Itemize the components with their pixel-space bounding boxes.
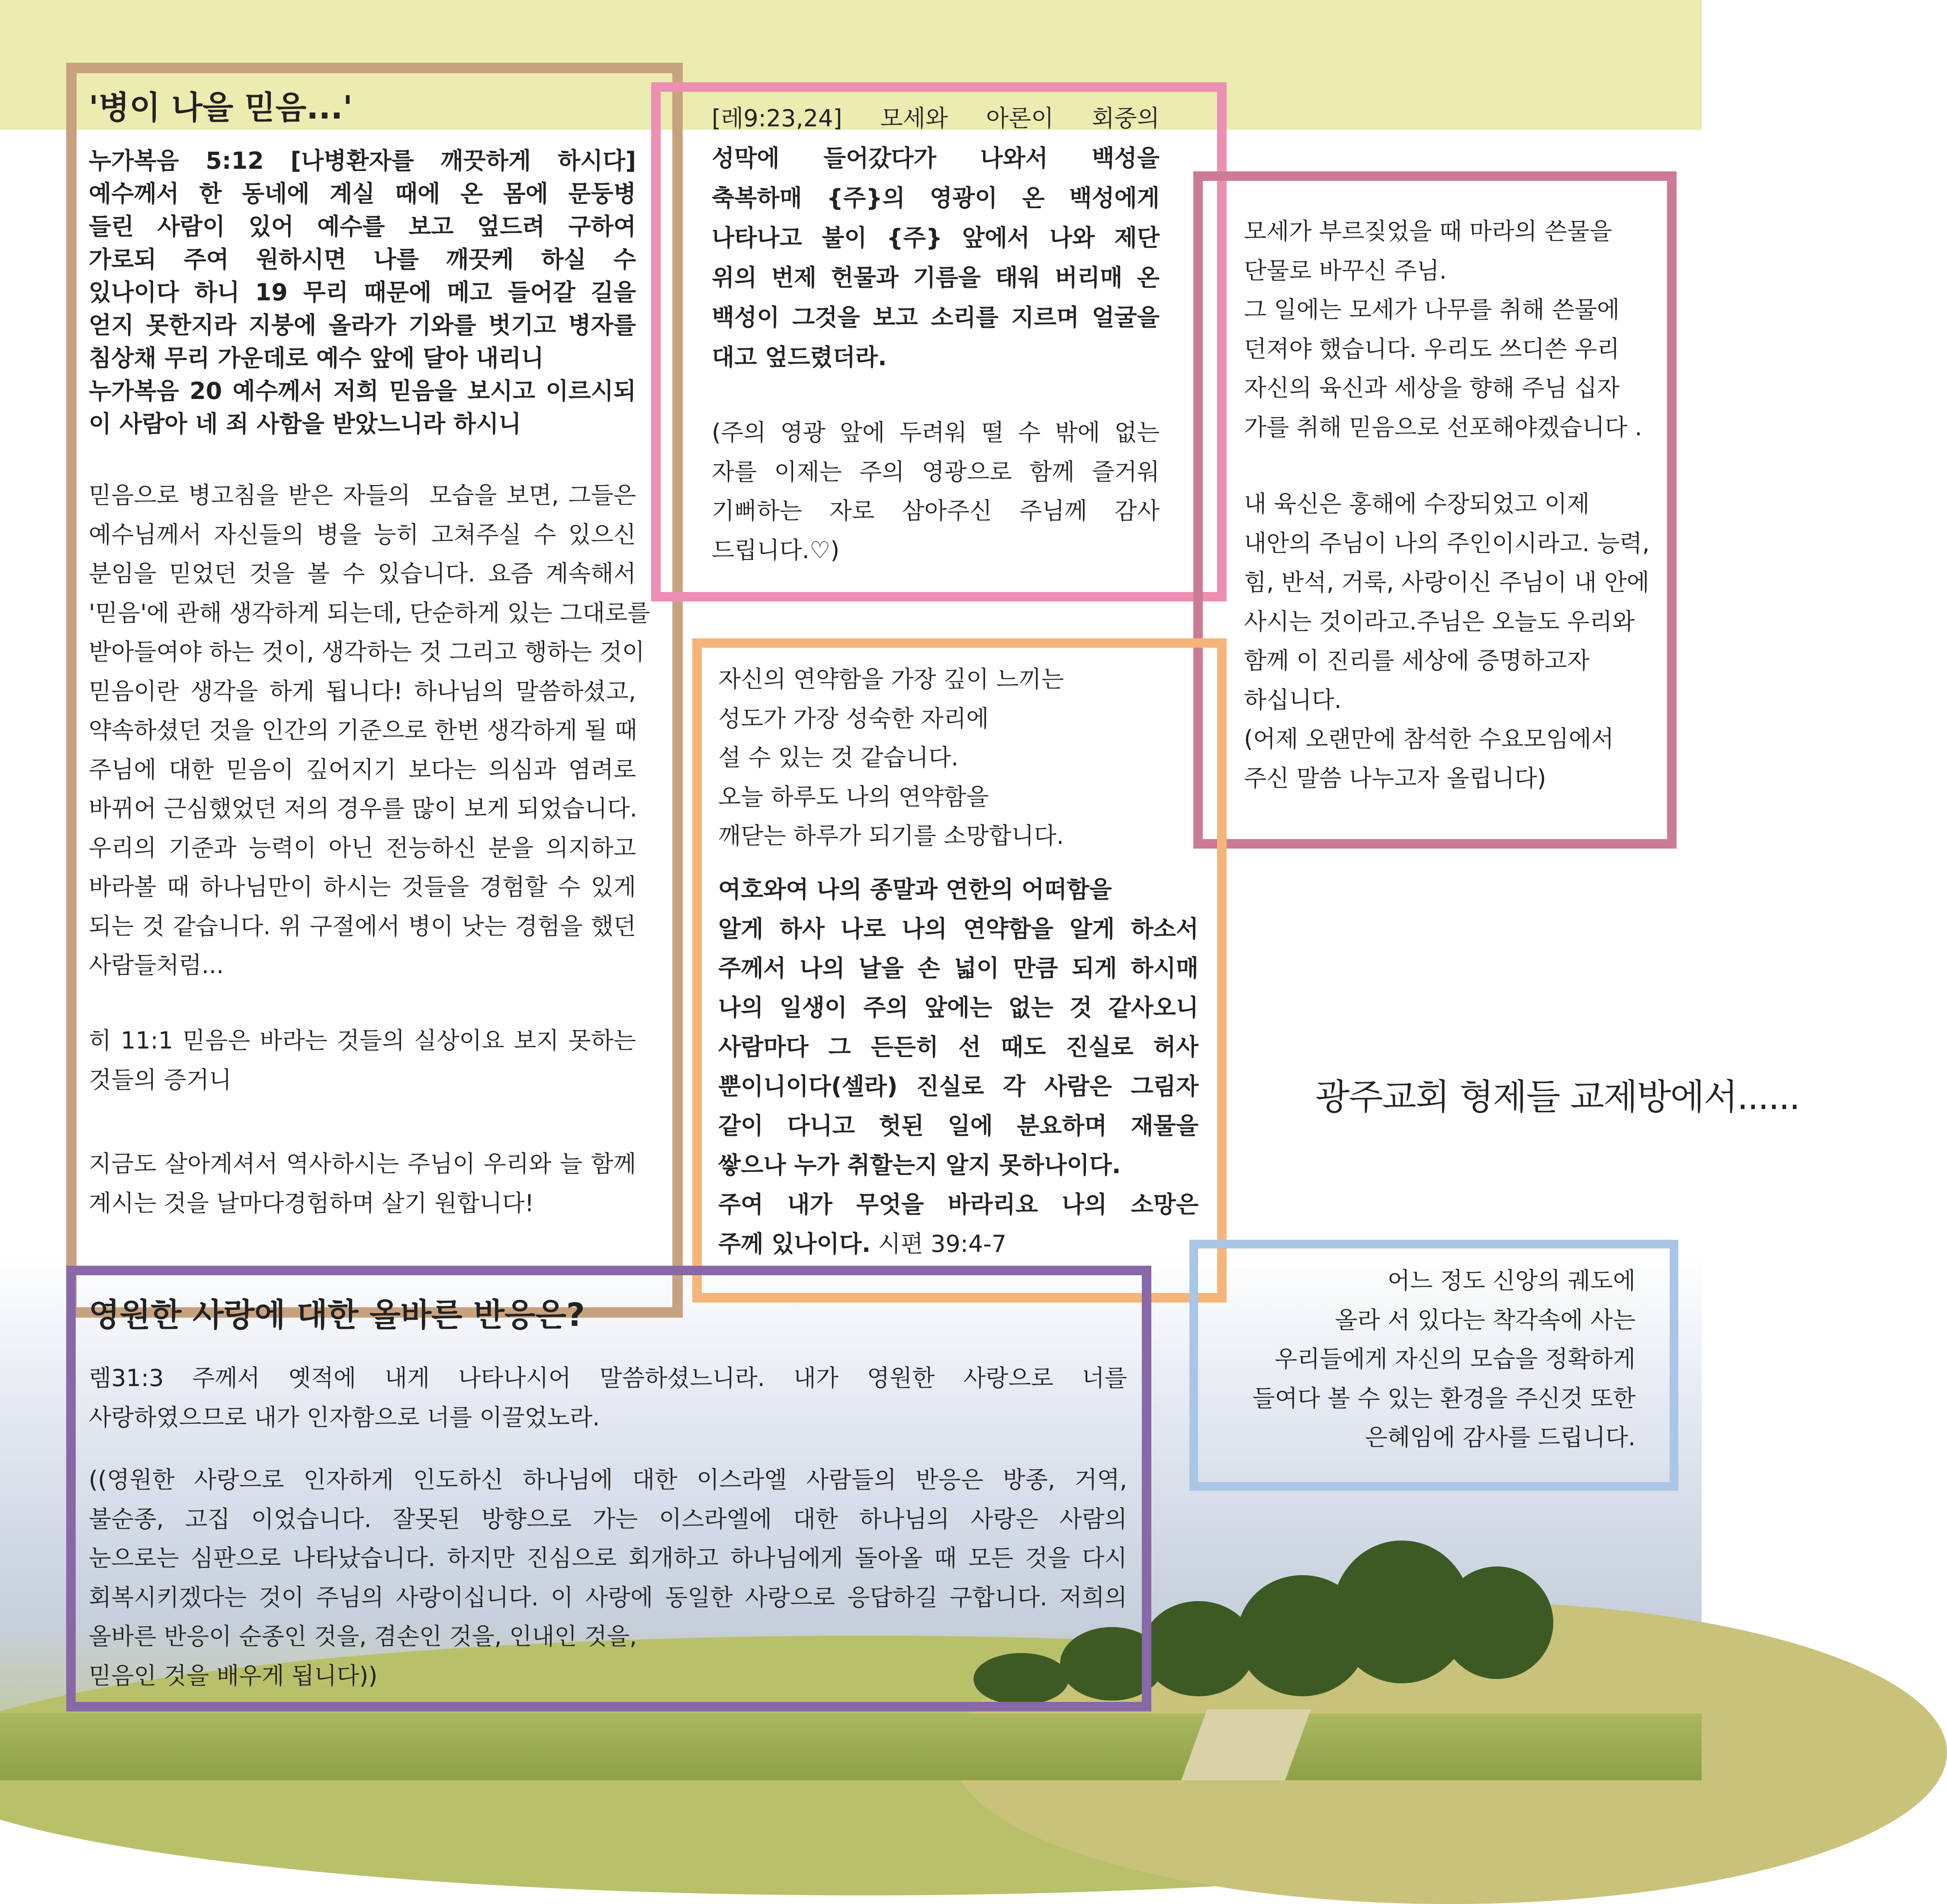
leviticus-note: [712, 413, 1160, 570]
text-line: 가로되 주여 원하시면 나를 깨끗케 하실 수: [89, 246, 636, 273]
weakness-reflection: [718, 660, 1198, 856]
love-reflection: [89, 1460, 1127, 1695]
moses-declaration: [1244, 485, 1651, 798]
text-line: 사람마다 그 든든히 선 때도 진실로 허사: [718, 1033, 1198, 1061]
text-line: 여호와여 나의 종말과 연한의 어떠함을: [718, 876, 1112, 903]
text-line: 자신의 육신과 세상을 향해 주님 십자: [1244, 374, 1620, 402]
grace-reflection: [1211, 1261, 1635, 1457]
text-line: 우리들에게 자신의 모습을 정확하게: [1275, 1345, 1635, 1373]
psalm-passage: [718, 870, 1198, 1264]
text-line: 올라 서 있다는 착각속에 사는: [1335, 1306, 1635, 1334]
faith-reflection: [89, 476, 650, 985]
text-line: 힘, 반석, 거룩, 사랑이신 주님이 내 안에: [1244, 569, 1649, 596]
text-line: '믿음'에 관해 생각하게 되는데, 단순하게 있는 그대로를: [89, 599, 650, 627]
text-line: 믿음인 것을 배우게 됩니다)): [89, 1662, 378, 1689]
text-line: 모세가 부르짖었을 때 마라의 쓴물을: [1244, 218, 1613, 245]
text-line: 예수님께서 자신들의 병을 능히 고쳐주실 수 있으신: [89, 521, 636, 548]
text-line: 주신 말씀 나누고자 올립니다): [1244, 764, 1546, 792]
text-line: 누가복음 20 예수께서 저희 믿음을 보시고 이르시되: [89, 377, 636, 405]
text-line: 던져야 했습니다. 우리도 쓰디쓴 우리: [1244, 335, 1620, 363]
text-line: 대고 엎드렸더라.: [712, 344, 887, 371]
text-line: 설 수 있는 것 같습니다.: [718, 744, 959, 771]
text-line: 바뀌어 근심했었던 저의 경우를 많이 보게 되었습니다.: [89, 795, 637, 822]
text-line: 드립니다.♡): [712, 536, 840, 564]
text-line: 기뻐하는 자로 삼아주신 주님께 감사: [712, 497, 1160, 524]
text-line: 받아들여야 하는 것이, 생각하는 것 그리고 행하는 것이: [89, 638, 645, 666]
green-field: [0, 1714, 1702, 1780]
psalm-reference: 시편 39:4-7: [871, 1230, 1007, 1258]
text-line: 오늘 하루도 나의 연약함을: [718, 783, 989, 810]
text-line: 렘31:3 주께서 옛적에 내게 나타나시어 말씀하셨느니라. 내가 영원한 사랑으로 너를: [89, 1364, 1127, 1392]
text-line: 단물로 바꾸신 주님.: [1244, 257, 1447, 284]
hebrews-verse: [89, 1021, 636, 1100]
text-line: 사람들처럼...: [89, 952, 224, 979]
text-line: 주께서 나의 날을 손 넓이 만큼 되게 하시매: [718, 955, 1198, 982]
text-line: 하십니다.: [1244, 686, 1342, 714]
psalm-last-line: [718, 1224, 1198, 1264]
text-line: 가를 취해 믿음으로 선포해야겠습니다 .: [1244, 413, 1642, 441]
psalm-last-text: 주께 있나이다.: [718, 1230, 871, 1258]
text-line: 축복하매 {주}의 영광이 온 백성에게: [712, 184, 1160, 212]
jeremiah-verse: [89, 1359, 1127, 1437]
text-line: 올바른 반응이 순종인 것을, 겸손인 것을, 인내인 것을,: [89, 1623, 637, 1650]
text-line: 침상채 무리 가운데로 예수 앞에 달아 내리니: [89, 344, 544, 372]
text-line: 믿음으로 병고침을 받은 자들의 모습을 보면, 그들은: [89, 482, 636, 509]
text-line: 성막에 들어갔다가 나와서 백성을: [712, 145, 1160, 172]
tree: [1441, 1566, 1553, 1679]
text-line: 알게 하사 나로 나의 연약함을 알게 하소서: [718, 915, 1198, 942]
text-line: 은혜임에 감사를 드립니다.: [1365, 1424, 1635, 1451]
text-line: (어제 오랜만에 참석한 수요모임에서: [1244, 725, 1614, 753]
text-line: 어느 정도 신앙의 궤도에: [1387, 1267, 1635, 1294]
text-line: (주의 영광 앞에 두려워 떨 수 밖에 없는: [712, 419, 1160, 446]
moses-reflection: [1244, 212, 1651, 447]
text-line: 내 육신은 홍해에 수장되었고 이제: [1244, 490, 1590, 518]
text-line: 나의 일생이 주의 앞에는 없는 것 같사오니: [718, 994, 1198, 1021]
text-line: 있나이다 하니 19 무리 때문에 메고 들어갈 길을: [89, 279, 636, 306]
text-line: 그 일에는 모세가 나무를 취해 쓴물에: [1244, 296, 1620, 323]
text-line: 깨닫는 하루가 되기를 소망합니다.: [718, 822, 1064, 849]
text-line: 예수께서 한 동네에 계실 때에 온 몸에 문둥병: [89, 180, 636, 207]
text-line: 뿐이니이다(셀라) 진실로 각 사람은 그림자: [718, 1073, 1198, 1100]
text-line: 회복시키겠다는 것이 주님의 사랑이십니다. 이 사랑에 동일한 사랑으로 응답하길 구합니다. 저희의: [89, 1583, 1127, 1611]
faith-closing: [89, 1145, 636, 1223]
text-line: 사랑하였으므로 내가 인자함으로 너를 이끌었노라.: [89, 1403, 600, 1431]
text-line: 같이 다니고 헛된 일에 분요하며 재물을: [718, 1112, 1198, 1139]
love-title: 영원한 사랑에 대한 올바른 반응은?: [89, 1296, 585, 1334]
text-line: 되는 것 같습니다. 위 구절에서 병이 낫는 경험을 했던: [89, 912, 636, 940]
text-line: 눈으로는 심판으로 나타났습니다. 하지만 진심으로 회개하고 하나님에게 돌아올 때 모든 것을 다시: [89, 1544, 1127, 1572]
text-line: 들여다 볼 수 있는 환경을 주신것 또한: [1252, 1384, 1635, 1412]
text-line: 얻지 못한지라 지붕에 올라가 기와를 벗기고 병자를: [89, 312, 636, 339]
text-line: 자를 이제는 주의 영광으로 함께 즐거워: [712, 458, 1160, 486]
text-line: 백성이 그것을 보고 소리를 지르며 얼굴을: [712, 304, 1160, 331]
text-line: 믿음이란 생각을 하게 됩니다! 하나님의 말씀하셨고,: [89, 677, 636, 705]
text-line: 지금도 살아계셔서 역사하시는 주님이 우리와 늘 함께: [89, 1150, 636, 1177]
text-line: 쌓으나 누가 취할는지 알지 못하나이다.: [718, 1151, 1121, 1179]
text-line: 들린 사람이 있어 예수를 보고 엎드려 구하여: [89, 213, 636, 240]
leviticus-passage: [712, 99, 1160, 377]
text-line: 자신의 연약함을 가장 깊이 느끼는: [718, 666, 1064, 693]
caption: 광주교회 형제들 교제방에서......: [1315, 1077, 1800, 1118]
text-line: ((영원한 사랑으로 인자하게 인도하신 하나님에 대한 이스라엘 사람들의 반응은 방종, 거역,: [89, 1466, 1127, 1493]
text-line: 이 사람아 네 죄 사함을 받았느니라 하시니: [89, 410, 521, 437]
text-line: 불순종, 고집 이었습니다. 잘못된 방향으로 가는 이스라엘에 대한 하나님의 사랑은 사람의: [89, 1505, 1127, 1533]
text-line: 약속하셨던 것을 인간의 기준으로 한번 생각하게 될 때: [89, 717, 637, 744]
text-line: 주님에 대한 믿음이 깊어지기 보다는 의심과 염려로: [89, 756, 636, 783]
text-line: 우리의 기준과 능력이 아닌 전능하신 분을 의지하고: [89, 834, 636, 862]
text-line: 나타나고 불이 {주} 앞에서 나와 제단: [712, 224, 1160, 251]
faith-title: '병이 나을 믿음...': [89, 89, 353, 126]
text-line: 누가복음 5:12 [나병환자를 깨끗하게 하시다]: [89, 147, 636, 174]
luke-passage: [89, 145, 636, 441]
text-line: 것들의 증거니: [89, 1066, 232, 1094]
text-line: [레9:23,24] 모세와 아론이 회중의: [712, 105, 1160, 132]
text-line: 바라볼 때 하나님만이 하시는 것들을 경험할 수 있게: [89, 873, 636, 901]
text-line: 주여 내가 무엇을 바라리요 나의 소망은: [718, 1191, 1198, 1218]
text-line: 분임을 믿었던 것을 볼 수 있습니다. 요즘 계속해서: [89, 560, 636, 587]
text-line: 히 11:1 믿음은 바라는 것들의 실상이요 보지 못하는: [89, 1027, 636, 1054]
text-line: 사시는 것이라고.주님은 오늘도 우리와: [1244, 608, 1635, 635]
text-line: 계시는 것을 날마다경험하며 살기 원합니다!: [89, 1189, 534, 1217]
text-line: 위의 번제 헌물과 기름을 태워 버리매 온: [712, 264, 1160, 291]
text-line: 내안의 주님이 나의 주인이시라고. 능력,: [1244, 529, 1650, 557]
text-line: 성도가 가장 성숙한 자리에: [718, 704, 989, 732]
text-line: 함께 이 진리를 세상에 증명하고자: [1244, 647, 1590, 674]
